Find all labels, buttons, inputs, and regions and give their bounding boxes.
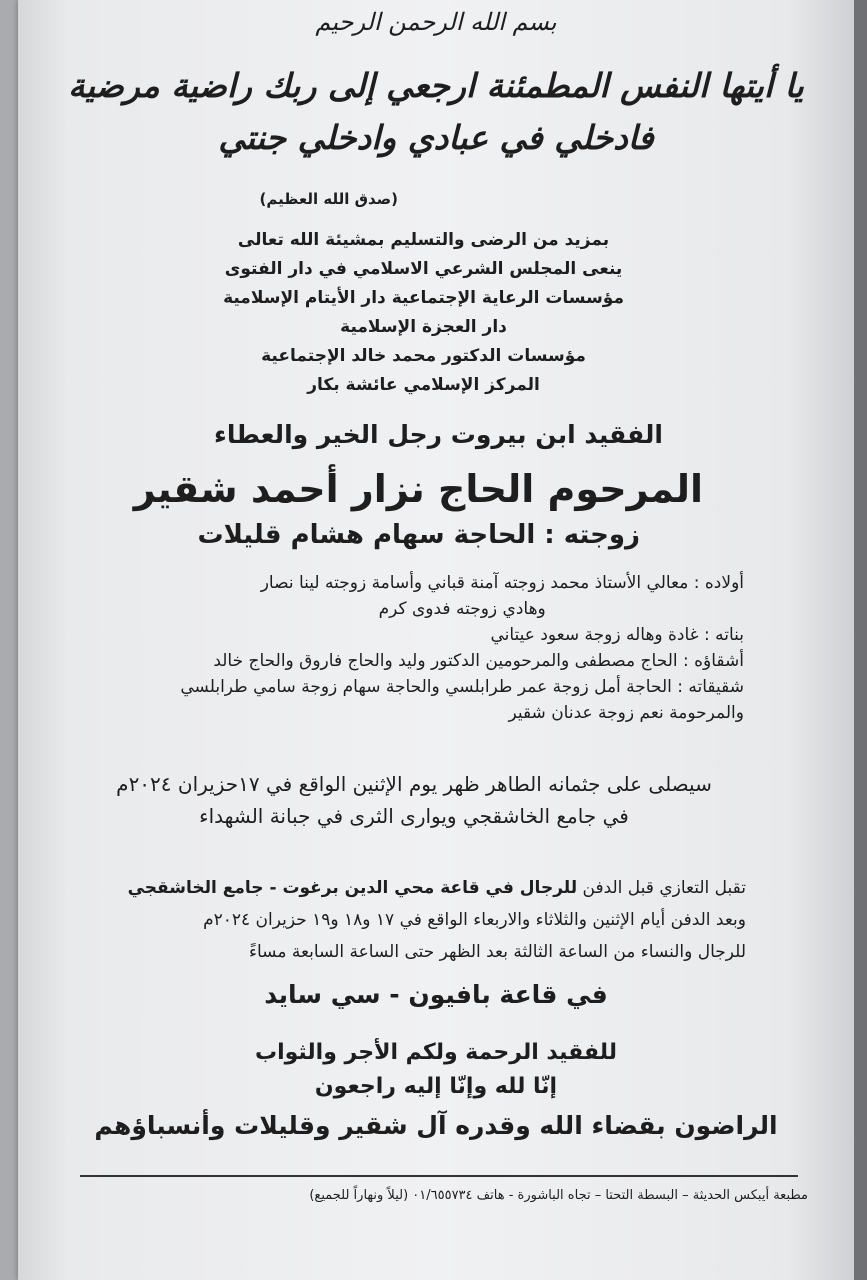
funeral-prayer-block (74, 768, 754, 832)
deceased-wife: زوجته : الحاجة سهام هشام قليلات (197, 520, 640, 550)
condolences-line-2: وبعد الدفن أيام الإثنين والثلاثاء والاربعاء الواقع في ١٧ و١٨ و١٩ حزيران ٢٠٢٤م (203, 910, 746, 930)
quran-verse-line-1: يا أيتها النفس المطمئنة ارجعي إلى ربك راضية مرضية (68, 66, 804, 105)
condolences-hall: في قاعة بافيون - سي سايد (264, 980, 608, 1009)
printer-credit: مطبعة أيبكس الحديثة – البسطة التحتا – تجاه الباشورة - هاتف ٠١/٦٥٥٧٣٤ (ليلاً ونهاراً للجميع) (309, 1188, 808, 1203)
family-block (180, 570, 744, 726)
condolences-men-venue: للرجال في قاعة محي الدين برغوت - جامع الخاشقجي (127, 878, 578, 898)
announcer-line: ينعى المجلس الشرعي الاسلامي في دار الفتوى (224, 259, 623, 279)
quran-verse-line-2: فادخلي في عبادي وادخلي جنتي (218, 118, 654, 157)
condolences-line-3: للرجال والنساء من الساعة الثالثة بعد الظهر حتى الساعة السابعة مساءً (248, 942, 746, 962)
background-left-edge (0, 0, 18, 1280)
closing-line-3: الراضون بقضاء الله وقدره آل شقير وقليلات وأنسباؤهم (94, 1111, 778, 1140)
condolences-prefix: تقبل التعازي قبل الدفن (577, 878, 746, 898)
funeral-line: في جامع الخاشقجي ويوارى الثرى في جبانة الشهداء (199, 804, 629, 828)
deceased-name: المرحوم الحاج نزار أحمد شقير (133, 467, 703, 511)
condolences-line-1 (128, 872, 746, 904)
closing-block (18, 1036, 854, 1148)
condolences-block (128, 872, 746, 968)
closing-line-2: إنّا لله وإنّا إليه راجعون (314, 1074, 558, 1099)
footer-divider (80, 1175, 798, 1177)
announcer-line: دار العجزة الإسلامية (340, 317, 507, 337)
announcer-line: بمزيد من الرضى والتسليم بمشيئة الله تعالى (237, 230, 610, 250)
family-line: شقيقاته : الحاجة أمل زوجة عمر طرابلسي والحاجة سهام زوجة سامي طرابلسي (180, 677, 744, 697)
family-line: بناته : غادة وهاله زوجة سعود عيتاني (490, 625, 744, 645)
obituary-notice (18, 0, 854, 1280)
family-line: أشقاؤه : الحاج مصطفى والمرحومين الدكتور وليد والحاج فاروق والحاج خالد (213, 651, 744, 671)
background-right-edge (854, 0, 867, 1280)
announcer-line: المركز الإسلامي عائشة بكار (307, 375, 540, 395)
family-line: وهادي زوجته فدوى كرم (378, 599, 546, 619)
deceased-epithet: الفقيد ابن بيروت رجل الخير والعطاء (214, 420, 663, 449)
basmala: بسم الله الرحمن الرحيم (315, 8, 557, 36)
announcers-block (223, 226, 624, 400)
family-line: أولاده : معالي الأستاذ محمد زوجته آمنة قباني وأسامة زوجته لينا نصار (260, 573, 744, 593)
family-line: والمرحومة نعم زوجة عدنان شقير (508, 703, 744, 723)
verse-closing: (صدق الله العظيم) (259, 190, 398, 208)
closing-line-1: للفقيد الرحمة ولكم الأجر والثواب (254, 1040, 617, 1065)
announcer-line: مؤسسات الدكتور محمد خالد الإجتماعية (261, 346, 586, 366)
funeral-line: سيصلى على جثمانه الطاهر ظهر يوم الإثنين الواقع في ١٧حزيران ٢٠٢٤م (116, 772, 712, 796)
announcer-line: مؤسسات الرعاية الإجتماعية دار الأيتام الإسلامية (223, 288, 624, 308)
